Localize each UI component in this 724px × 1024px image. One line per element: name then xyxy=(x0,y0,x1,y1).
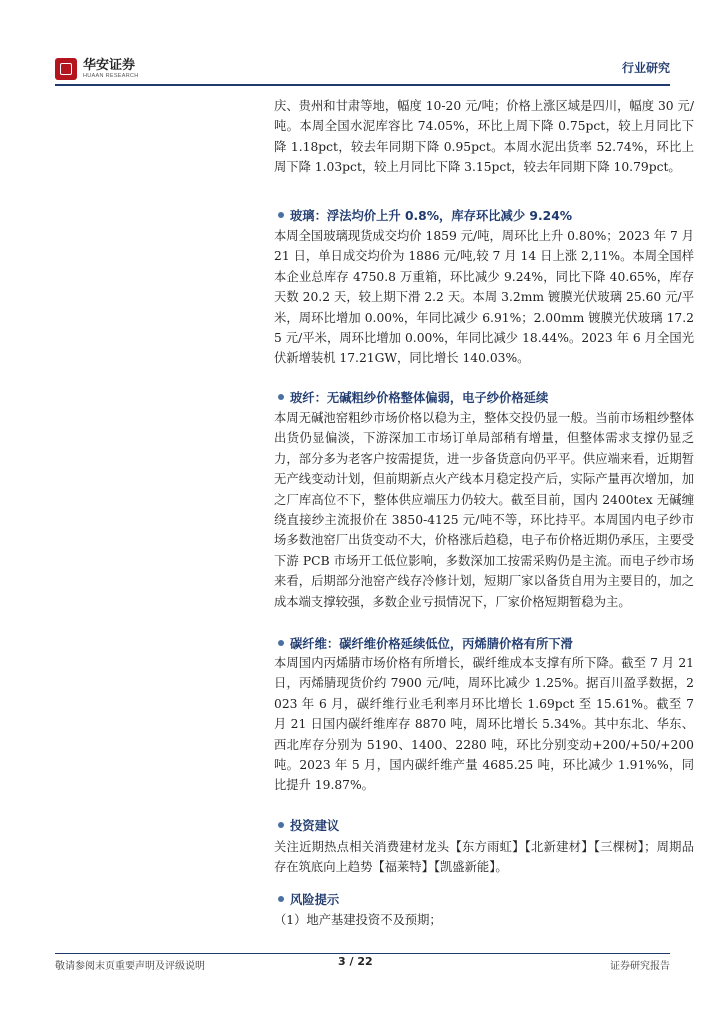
report-section: 行业研究 xyxy=(621,61,670,75)
glass-paragraph: 本周全国玻璃现货成交均价 1859 元/吨，周环比上升 0.80%；2023 年 7 月 21 日，单日成交均价为 1886 元/吨,较 7 月 14 日上涨 2,11%。本周全国样本企业总库存 4750.8 万重箱，环比减少 9.24%，同比下降 40.65%，库存天数 20.2 天，较上期下滑 2.2 天。本周 3.2mm 镀膜光伏玻璃 25.60 元/平米，周环比增加 0.00%，年同比减少 6.91%；2.00mm 镀膜光伏玻璃 17.25 元/平米，周环比增加 0.00%，年同比减少 18.44%。2023 年 6 月全国光伏新增装机 17.21GW，同比增长 140.03%。 xyxy=(274,229,694,366)
fiberglass-section-heading: 玻纤：无碱粗纱价格整体偏弱，电子纱价格延续 xyxy=(274,387,694,407)
bullet-icon xyxy=(278,394,284,400)
risk-warning-heading: 风险提示 xyxy=(274,889,694,909)
carbon-fiber-section-heading: 碳纤维：碳纤维价格延续低位，丙烯腈价格有所下滑 xyxy=(274,633,694,653)
page-number: 3 / 22 xyxy=(338,955,373,968)
footer-divider xyxy=(55,953,670,954)
logo-subtitle: HUAAN RESEARCH xyxy=(83,72,139,79)
bullet-icon xyxy=(278,896,284,902)
glass-section-heading: 玻璃：浮法均价上升 0.8%，库存环比减少 9.24% xyxy=(274,205,694,225)
logo-name: 华安证券 xyxy=(83,57,136,73)
header-divider xyxy=(55,84,670,86)
cement-paragraph-continued: 庆、贵州和甘肃等地，幅度 10-20 元/吨；价格上涨区域是四川，幅度 30 元/吨。本周全国水泥库容比 74.05%，环比上周下降 0.75pct，较上月同比下降 1.18pct，较去年同期下降 0.95pct。本周水泥出货率 52.74%，环比上周下降 1.03pct，较上月同比下降 3.15pct，较去年同期下降 10.79pct。 xyxy=(274,99,694,175)
investment-advice-paragraph: 关注近期热点相关消费建材龙头【东方雨虹】【北新建材】【三棵树】；周期品存在筑底向上趋势【福莱特】【凯盛新能】。 xyxy=(274,840,694,875)
footer-report-type: 证券研究报告 xyxy=(610,961,670,972)
company-logo xyxy=(55,55,139,83)
logo-seal-icon xyxy=(55,58,77,80)
bullet-icon xyxy=(278,212,284,218)
bullet-icon xyxy=(278,822,284,828)
investment-advice-heading: 投资建议 xyxy=(274,815,694,835)
risk-item: （1）地产基建投资不及预期； xyxy=(274,913,442,927)
page-header xyxy=(55,55,670,83)
footer-disclaimer: 敬请参阅末页重要声明及评级说明 xyxy=(55,961,205,972)
carbon-fiber-paragraph: 本周国内丙烯腈市场价格有所增长，碳纤维成本支撑有所下降。截至 7 月 21 日，丙烯腈现货价约 7900 元/吨，周环比减少 1.25%。据百川盈孚数据，2023 年 6 月，碳纤维行业毛利率月环比增长 1.69pct 至 15.61%。截至 7 月 21 日国内碳纤维库存 8870 吨，周环比增长 5.34%。其中东北、华东、西北库存分别为 5190、1400、2280 吨，环比分别变动+200/+50/+200 吨。2023 年 5 月，国内碳纤维产量 4685.25 吨，环比减少 1.91%%，同比提升 19.87%。 xyxy=(274,656,694,793)
bullet-icon xyxy=(278,640,284,646)
fiberglass-paragraph: 本周无碱池窑粗纱市场价格以稳为主，整体交投仍显一般。当前市场粗纱整体出货仍显偏淡，下游深加工市场订单局部稍有增量，但整体需求支撑仍显乏力，部分多为老客户按需提货，进一步备货意向仍平平。供应端来看，近期暂无产线变动计划，但前期新点火产线本月稳定投产后，实际产量再次增加，加之厂库高位不下，整体供应端压力仍较大。截至目前，国内 2400tex 无碱缠绕直接纱主流报价在 3850-4125 元/吨不等，环比持平。本周国内电子纱市场多数池窑厂出货变动不大，价格涨后趋稳，电子布价格近期仍承压，主要受下游 PCB 市场开工低位影响，多数深加工按需采购仍是主流。而电子纱市场来看，后期部分池窑产线存冷修计划，短期厂家以备货自用为主要目的，加之成本端支撑较强，多数企业亏损情况下，厂家价格短期暂稳为主。 xyxy=(274,411,694,609)
